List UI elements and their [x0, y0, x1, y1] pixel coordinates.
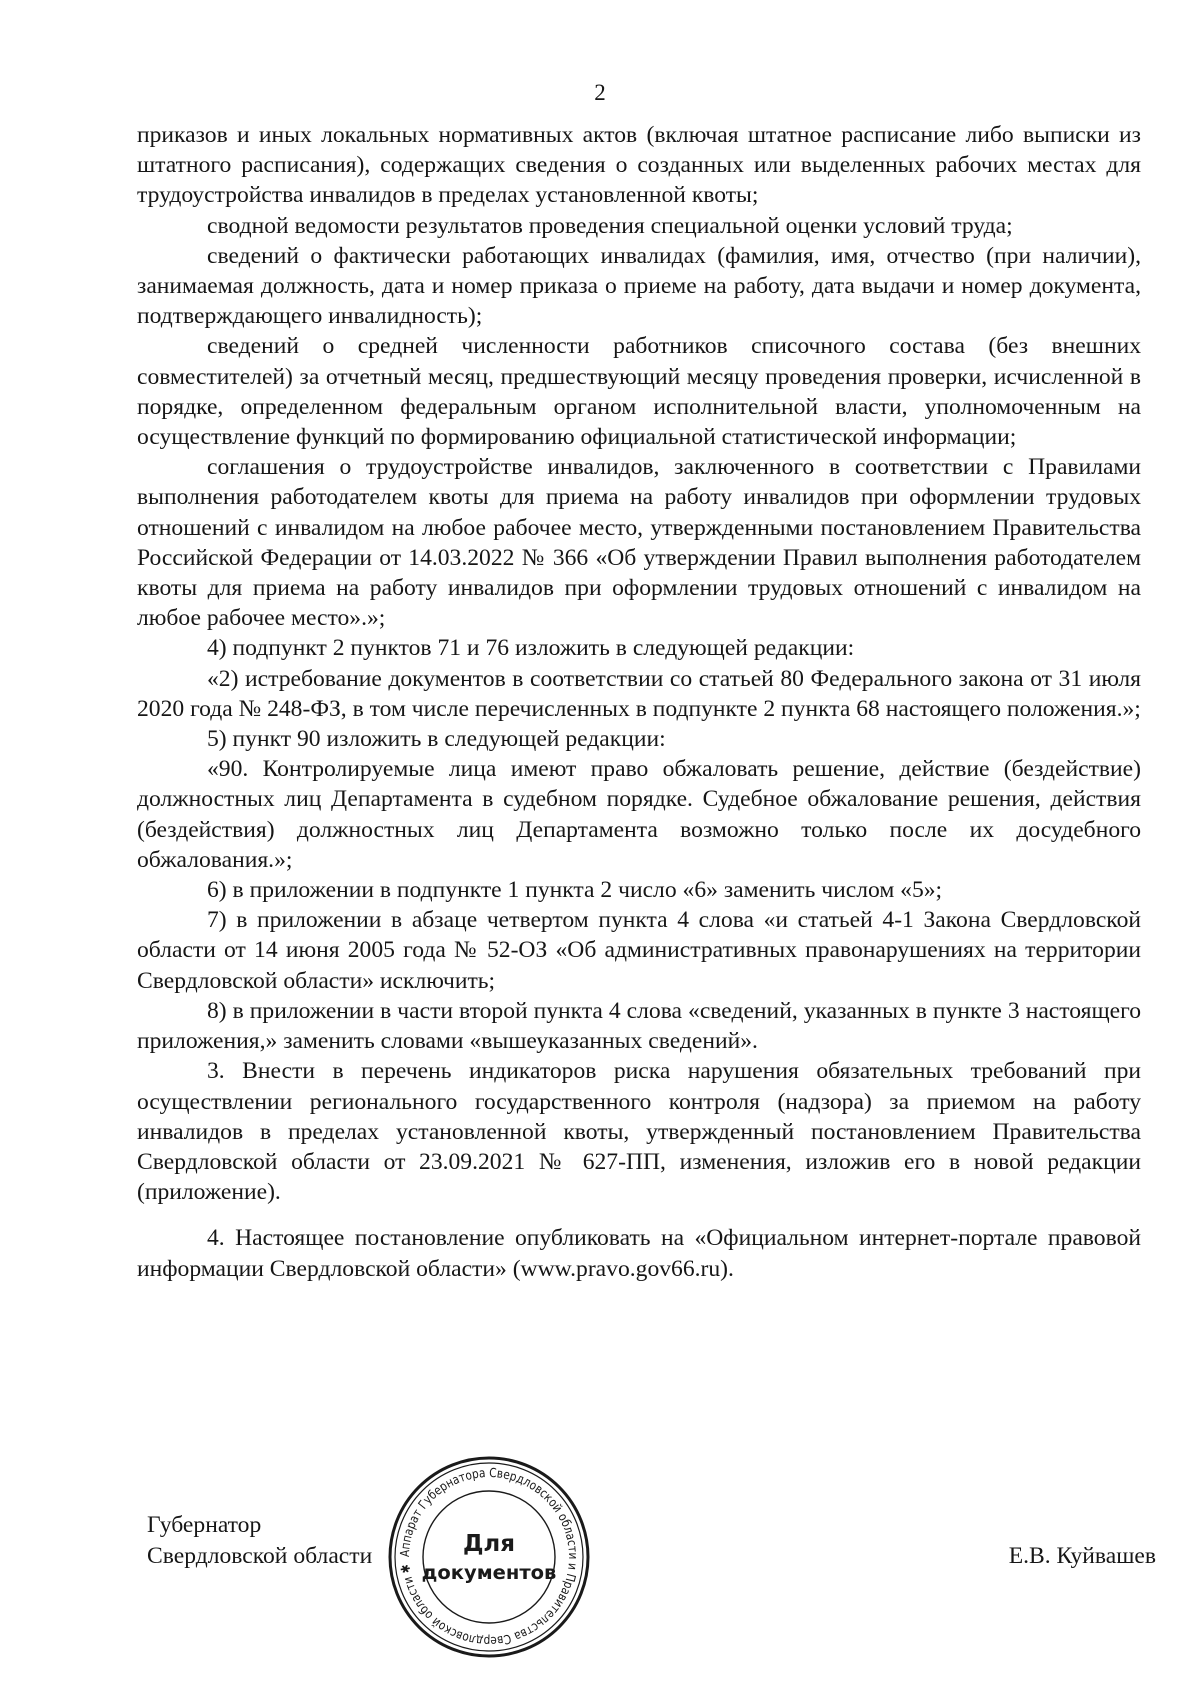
- seal-center-line2: документов: [421, 1561, 557, 1584]
- page-number: 2: [594, 80, 606, 105]
- signer-position-line2: Свердловской области: [147, 1543, 373, 1569]
- official-seal: [385, 1453, 593, 1661]
- paragraph-average-headcount: сведений о средней численности работников списочного состава (без внешних совместителей) за отчетный месяц, предшествующий месяцу проведения проверки, исчисленной в порядке, определенном федеральным органом исполнительной власти, уполномоченным на осуществление функций по формированию официальной статистической информации;: [137, 333, 1141, 451]
- paragraph-item-4-text: «2) истребование документов в соответствии со статьей 80 Федерального закона от 31 июля 2020 года № 248-ФЗ, в том числе перечисленных в подпункте 2 пункта 68 настоящего положения.»;: [137, 665, 1141, 722]
- paragraph-employed-disabled: сведений о фактически работающих инвалидах (фамилия, имя, отчество (при наличии), занимаемая должность, дата и номер приказа о приеме на работу, дата выдачи и номер документа, подтверждающего инвалидность);: [137, 242, 1141, 330]
- paragraph-employment-agreement: соглашения о трудоустройстве инвалидов, заключенного в соответствии с Правилами выполнения работодателем квоты для приема на работу инвалидов при оформлении трудовых отношений с инвалидом на любое рабочее место, утвержденными постановлением Правительства Российской Федерации от 14.03.2022 № 366 «Об утверждении Правил выполнения работодателем квоты для приема на работу инвалидов при оформлении трудовых отношений с инвалидом на любое рабочее место».»;: [137, 454, 1141, 632]
- seal-inner-ring: [423, 1491, 555, 1623]
- seal-center-line1: Для: [462, 1531, 516, 1557]
- seal-stamp-graphic: [385, 1453, 593, 1661]
- paragraph-item-4: 4) подпункт 2 пунктов 71 и 76 изложить в следующей редакции:: [207, 635, 855, 662]
- signer-position: [147, 1510, 372, 1572]
- paragraph-list-orders: приказов и иных локальных нормативных актов (включая штатное расписание либо выписки из штатного расписания), содержащих сведения о созданных или выделенных рабочих местах для трудоустройства инвалидов в пределах установленной квоты;: [137, 122, 1141, 209]
- paragraph-item-7: 7) в приложении в абзаце четвертом пункта 4 слова «и статьей 4-1 Закона Свердловской области от 14 июня 2005 года № 52-ОЗ «Об административных правонарушениях на территории Свердловской области» исключить;: [137, 907, 1141, 994]
- seal-ring-text: Аппарат Губернатора Свердловской области и Правительства Свердловской области ✱: [396, 1464, 582, 1650]
- paragraph-summary-sheet: сводной ведомости результатов проведения специальной оценки условий труда;: [207, 212, 1013, 239]
- paragraph-item-5: 5) пункт 90 изложить в следующей редакции:: [207, 726, 666, 753]
- paragraph-section-4: 4. Настоящее постановление опубликовать на «Официальном интернет-портале правовой информации Свердловской области» (www.pravo.gov66.ru).: [137, 1225, 1141, 1282]
- paragraph-item-5-text: «90. Контролируемые лица имеют право обжаловать решение, действие (бездействие) должностных лиц Департамента в судебном порядке. Судебное обжалование решения, действия (бездействия) должностных лиц Департамента возможно только после их досудебного обжалования.»;: [137, 756, 1141, 873]
- paragraph-section-3: 3. Внести в перечень индикаторов риска нарушения обязательных требований при осуществлении регионального государственного контроля (надзора) за приемом на работу инвалидов в пределах установленной квоты, утвержденный постановлением Правительства Свердловской области от 23.09.2021 № 627-ПП, изменения, изложив его в новой редакции (приложение).: [137, 1058, 1141, 1206]
- paragraph-item-8: 8) в приложении в части второй пункта 4 слова «сведений, указанных в пункте 3 настоящего приложения,» заменить словами «вышеуказанных сведений».: [137, 997, 1141, 1055]
- document-body: [137, 120, 1141, 1284]
- signer-position-line1: Губернатор: [147, 1512, 262, 1538]
- signature-block: [0, 1510, 1200, 1630]
- signer-name: Е.В. Куйвашев: [1008, 1543, 1156, 1569]
- paragraph-item-6: 6) в приложении в подпункте 1 пункта 2 число «6» заменить числом «5»;: [207, 877, 943, 904]
- seal-outer-ring: [390, 1458, 588, 1656]
